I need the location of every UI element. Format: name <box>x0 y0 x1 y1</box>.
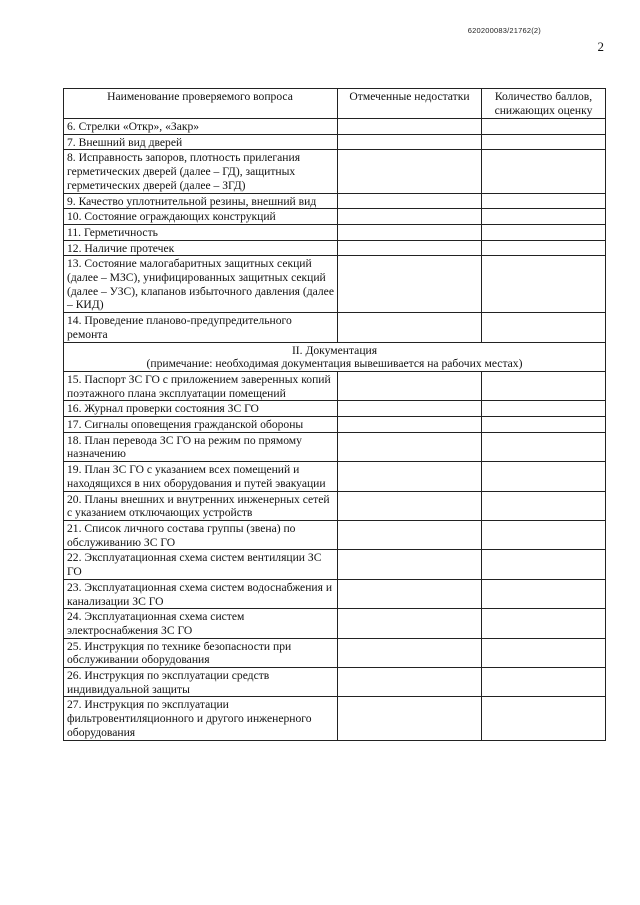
item-name-cell: 20. Планы внешних и внутренних инженерных сетей с указанием отключающих устройств <box>64 491 338 520</box>
page-number: 2 <box>597 39 604 54</box>
points-reduction-cell <box>482 371 606 400</box>
item-name-cell: 26. Инструкция по эксплуатации средств индивидуальной защиты <box>64 668 338 697</box>
points-reduction-cell <box>482 150 606 193</box>
item-name-cell: 12. Наличие протечек <box>64 240 338 256</box>
points-reduction-cell <box>482 224 606 240</box>
section-title: II. Документация <box>291 343 378 357</box>
table-row <box>64 134 606 150</box>
points-reduction-cell <box>482 119 606 135</box>
noted-defects-cell <box>338 550 482 579</box>
item-name-cell: 15. Паспорт ЗС ГО с приложением заверенных копий поэтажного плана эксплуатации помещений <box>64 371 338 400</box>
noted-defects-cell <box>338 668 482 697</box>
item-name-cell: 13. Состояние малогабаритных защитных секций (далее – МЗС), унифицированных защитных секций (далее – УЗС), клапанов избыточного давления (далее – КИД) <box>64 256 338 313</box>
item-name-cell: 9. Качество уплотнительной резины, внешний вид <box>64 193 338 209</box>
item-name-cell: 10. Состояние ограждающих конструкций <box>64 209 338 225</box>
noted-defects-cell <box>338 119 482 135</box>
noted-defects-cell <box>338 150 482 193</box>
table-row <box>64 579 606 608</box>
item-name-cell: 19. План ЗС ГО с указанием всех помещений и находящихся в них оборудования и путей эвакуации <box>64 462 338 491</box>
inspection-checklist-table <box>63 88 606 741</box>
item-name-cell: 21. Список личного состава группы (звена) по обслуживанию ЗС ГО <box>64 520 338 549</box>
table-row <box>64 313 606 342</box>
table-header-row <box>64 89 606 119</box>
points-reduction-cell <box>482 697 606 740</box>
table-row <box>64 638 606 667</box>
table-row <box>64 668 606 697</box>
document-code: 620200083/21762(2) <box>467 26 541 35</box>
item-name-cell: 24. Эксплуатационная схема систем электроснабжения ЗС ГО <box>64 609 338 638</box>
table-row <box>64 224 606 240</box>
points-reduction-cell <box>482 668 606 697</box>
noted-defects-cell <box>338 134 482 150</box>
table-row <box>64 209 606 225</box>
noted-defects-cell <box>338 256 482 313</box>
table-row <box>64 491 606 520</box>
table-row <box>64 520 606 549</box>
item-name-cell: 23. Эксплуатационная схема систем водоснабжения и канализации ЗС ГО <box>64 579 338 608</box>
table-row <box>64 417 606 433</box>
points-reduction-cell <box>482 579 606 608</box>
noted-defects-cell <box>338 313 482 342</box>
noted-defects-cell <box>338 638 482 667</box>
item-name-cell: 7. Внешний вид дверей <box>64 134 338 150</box>
points-reduction-cell <box>482 401 606 417</box>
table-row <box>64 432 606 461</box>
noted-defects-cell <box>338 224 482 240</box>
header-item-name: Наименование проверяемого вопроса <box>64 89 338 119</box>
item-name-cell: 18. План перевода ЗС ГО на режим по прямому назначению <box>64 432 338 461</box>
header-points-reduction: Количество баллов, снижающих оценку <box>482 89 606 119</box>
noted-defects-cell <box>338 462 482 491</box>
table-row <box>64 119 606 135</box>
points-reduction-cell <box>482 638 606 667</box>
points-reduction-cell <box>482 240 606 256</box>
points-reduction-cell <box>482 462 606 491</box>
noted-defects-cell <box>338 432 482 461</box>
item-name-cell: 8. Исправность запоров, плотность прилегания герметических дверей (далее – ГД), защитных герметических дверей (далее – ЗГД) <box>64 150 338 193</box>
noted-defects-cell <box>338 491 482 520</box>
points-reduction-cell <box>482 520 606 549</box>
points-reduction-cell <box>482 417 606 433</box>
points-reduction-cell <box>482 134 606 150</box>
noted-defects-cell <box>338 240 482 256</box>
noted-defects-cell <box>338 209 482 225</box>
noted-defects-cell <box>338 697 482 740</box>
noted-defects-cell <box>338 401 482 417</box>
item-name-cell: 25. Инструкция по технике безопасности при обслуживании оборудования <box>64 638 338 667</box>
noted-defects-cell <box>338 609 482 638</box>
item-name-cell: 6. Стрелки «Откр», «Закр» <box>64 119 338 135</box>
item-name-cell: 14. Проведение планово-предупредительного ремонта <box>64 313 338 342</box>
table-row <box>64 609 606 638</box>
table-row <box>64 462 606 491</box>
table-row <box>64 371 606 400</box>
table-row <box>64 697 606 740</box>
section-2-rows <box>64 371 606 740</box>
table-row <box>64 240 606 256</box>
points-reduction-cell <box>482 313 606 342</box>
points-reduction-cell <box>482 209 606 225</box>
points-reduction-cell <box>482 491 606 520</box>
noted-defects-cell <box>338 371 482 400</box>
section-heading-cell <box>64 342 606 371</box>
table-row <box>64 401 606 417</box>
section-1-rows <box>64 119 606 343</box>
item-name-cell: 22. Эксплуатационная схема систем вентиляции ЗС ГО <box>64 550 338 579</box>
item-name-cell: 11. Герметичность <box>64 224 338 240</box>
section-note: (примечание: необходимая документация вывешивается на рабочих местах) <box>146 357 523 371</box>
section-2-heading <box>64 342 606 371</box>
section-heading-row <box>64 342 606 371</box>
points-reduction-cell <box>482 256 606 313</box>
noted-defects-cell <box>338 579 482 608</box>
item-name-cell: 17. Сигналы оповещения гражданской обороны <box>64 417 338 433</box>
noted-defects-cell <box>338 417 482 433</box>
noted-defects-cell <box>338 193 482 209</box>
table-row <box>64 256 606 313</box>
item-name-cell: 27. Инструкция по эксплуатации фильтровентиляционного и другого инженерного оборудования <box>64 697 338 740</box>
points-reduction-cell <box>482 609 606 638</box>
item-name-cell: 16. Журнал проверки состояния ЗС ГО <box>64 401 338 417</box>
table-row <box>64 550 606 579</box>
header-noted-defects: Отмеченные недостатки <box>338 89 482 119</box>
noted-defects-cell <box>338 520 482 549</box>
points-reduction-cell <box>482 193 606 209</box>
points-reduction-cell <box>482 550 606 579</box>
points-reduction-cell <box>482 432 606 461</box>
table-row <box>64 150 606 193</box>
table-row <box>64 193 606 209</box>
